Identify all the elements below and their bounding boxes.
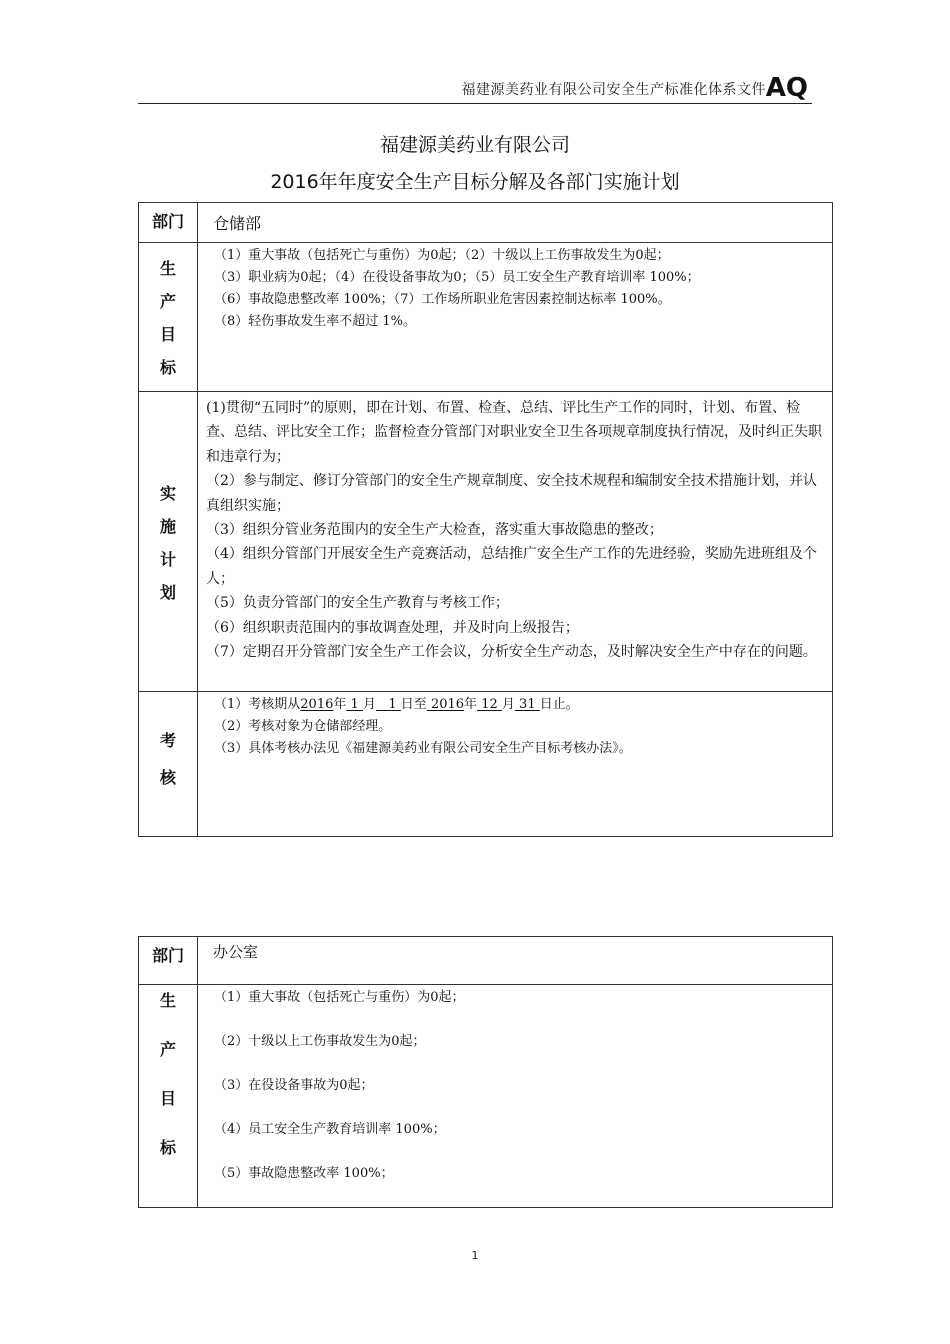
dept-label: 部门: [139, 937, 198, 985]
exam-label: 考 核: [139, 692, 198, 837]
exam-method: （3）具体考核办法见《福建源美药业有限公司安全生产目标考核办法》。: [214, 741, 632, 756]
dept-name-cell: [198, 937, 833, 985]
impl-item: (1)贯彻“五同时”的原则，即在计划、布置、检查、总结、评比生产工作的同时，计划、布置、检查、总结、评比安全工作；监督检查分管部门对职业安全卫生各项规章制度执行情况，及时纠正失职和违章行为；: [206, 400, 822, 465]
impl-item: （7）定期召开分管部门安全生产工作会议，分析安全生产动态，及时解决安全生产中存在的问题。: [206, 644, 817, 661]
dept-row: [139, 203, 833, 243]
goal-line: （1）重大事故（包括死亡与重伤）为0起；（2）十级以上工伤事故发生为0起；: [214, 248, 670, 263]
goals-row: [139, 985, 833, 1208]
document-header: [138, 72, 812, 104]
dept-row: [139, 937, 833, 985]
goal-line: （5）事故隐患整改率 100%；: [214, 1166, 394, 1181]
impl-item: （2）参与制定、修订分管部门的安全生产规章制度、安全技术规程和编制安全技术措施计划，并认真组织实施；: [206, 473, 817, 514]
goals-row: [139, 243, 833, 392]
impl-item: （6）组织职责范围内的事故调查处理，并及时向上级报告；: [206, 619, 579, 636]
dept-name: 仓储部: [213, 214, 262, 233]
impl-cell: [198, 392, 833, 692]
goal-line: （6）事故隐患整改率 100%；（7）工作场所职业危害因素控制达标率 100%。: [214, 292, 671, 307]
impl-item: （3）组织分管业务范围内的安全生产大检查，落实重大事故隐患的整改；: [206, 522, 663, 539]
impl-item: （5）负责分管部门的安全生产教育与考核工作；: [206, 595, 509, 612]
goals-label: 生 产 目 标: [139, 985, 198, 1208]
goal-line: （4）员工安全生产教育培训率 100%；: [214, 1122, 446, 1137]
exam-row: [139, 692, 833, 837]
dept-label: 部门: [139, 203, 198, 243]
exam-cell: [198, 692, 833, 837]
department-table-office: [138, 936, 833, 1208]
goal-line: （3）职业病为0起；（4）在役设备事故为0；（5）员工安全生产教育培训率 100%；: [214, 270, 700, 285]
goal-line: （1）重大事故（包括死亡与重伤）为0起；: [214, 990, 465, 1005]
goals-cell: [198, 985, 833, 1208]
impl-item: （4）组织分管部门开展安全生产竞赛活动，总结推广安全生产工作的先进经验，奖励先进班组及个人；: [206, 546, 817, 587]
page-number: 1: [471, 1249, 479, 1262]
document-title: 2016年年度安全生产目标分解及各部门实施计划: [270, 171, 680, 193]
dept-name: 办公室: [213, 943, 259, 961]
impl-row: [139, 392, 833, 692]
exam-target: （2）考核对象为仓储部经理。: [214, 719, 392, 734]
goal-line: （8）轻伤事故发生率不超过 1%。: [214, 314, 417, 329]
goals-cell: [198, 243, 833, 392]
goals-label: 生 产 目 标: [139, 243, 198, 392]
goal-line: （3）在役设备事故为0起；: [214, 1078, 374, 1093]
dept-name-cell: [198, 203, 833, 243]
exam-period: （1）考核期从2016年 1 月 1 日至 2016年 12 月 31 日止。: [214, 697, 579, 712]
impl-label: 实 施 计 划: [139, 392, 198, 692]
company-title: 福建源美药业有限公司: [379, 134, 570, 156]
goal-line: （2）十级以上工伤事故发生为0起；: [214, 1034, 426, 1049]
header-mark: AQ: [765, 73, 808, 103]
department-table-warehouse: [138, 202, 833, 837]
header-text: 福建源美药业有限公司安全生产标准化体系文件: [461, 82, 766, 98]
